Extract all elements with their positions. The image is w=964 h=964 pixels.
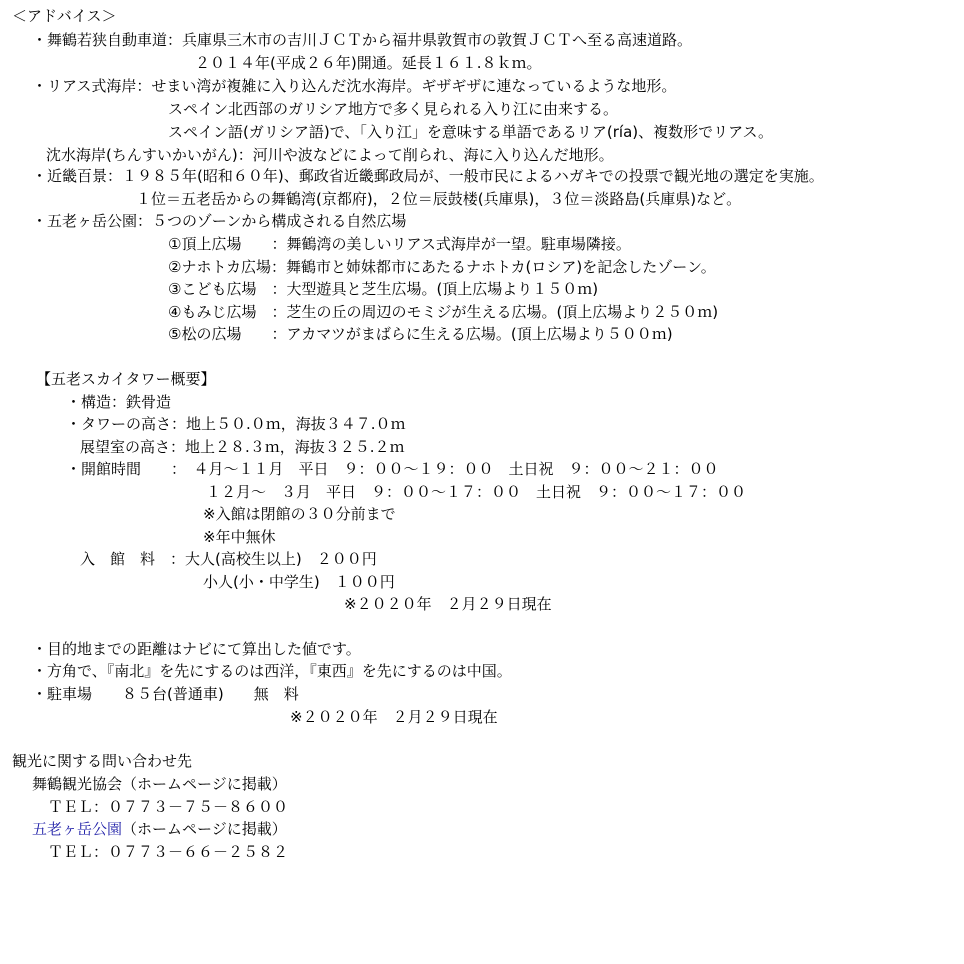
note-date: ※２０２０年 ２月２９日現在 [290, 708, 498, 726]
advice-heading: ＜アドバイス＞ [12, 7, 117, 25]
zone-item: ④もみじ広場 ：芝生の丘の周辺のモミジが生える広場。(頂上広場より２５０ｍ) [168, 303, 719, 321]
advice-line: ・近畿百景：１９８５年(昭和６０年)、郵政省近畿郵政局が、一般市民によるハガキでの投票で観光地の選定を実施。 [32, 167, 824, 185]
goroga-park-link[interactable]: 五老ヶ岳公園 [32, 820, 123, 838]
contact-tel-goroga: ＴＥＬ：０７７３－６６－２５８２ [48, 843, 289, 861]
advice-line: ・リアス式海岸：せまい湾が複雑に入り込んだ沈水海岸。ギザギザに連なっているような地形。 [32, 77, 677, 95]
zone-item: ③こども広場 ：大型遊具と芝生広場。(頂上広場より１５０ｍ) [168, 280, 599, 298]
tower-heading: 【五老スカイタワー概要】 [36, 370, 216, 388]
tower-hours: ・開館時間 ： ４月～１１月 平日 ９：００～１９：００ 土日祝 ９：００～２１：００ [66, 460, 719, 478]
contact-org-maizuru: 舞鶴観光協会（ホームページに掲載） [32, 775, 287, 793]
contact-tel-maizuru: ＴＥＬ：０７７３－７５－８６００ [48, 798, 289, 816]
tower-note: ※入館は閉館の３０分前まで [203, 505, 396, 523]
zone-item: ②ナホトカ広場：舞鶴市と姉妹都市にあたるナホトカ(ロシア)を記念したゾーン。 [168, 258, 716, 276]
tower-line: ・構造：鉄骨造 [66, 393, 172, 411]
zone-item: ①頂上広場 ：舞鶴湾の美しいリアス式海岸が一望。駐車場隣接。 [168, 235, 631, 253]
advice-line: ・舞鶴若狭自動車道：兵庫県三木市の吉川ＪＣＴから福井県敦賀市の敦賀ＪＣＴへ至る高速道路。 [32, 31, 693, 49]
tower-date: ※２０２０年 ２月２９日現在 [344, 595, 552, 613]
goroga-park-suffix: （ホームページに掲載） [122, 820, 287, 838]
tower-line: ・タワーの高さ：地上５０.０ｍ，海抜３４７.０ｍ [66, 415, 406, 433]
tower-fee: 小人(小・中学生) １００円 [203, 573, 395, 591]
contact-org-goroga [32, 819, 287, 839]
zone-item: ⑤松の広場 ：アカマツがまばらに生える広場。(頂上広場より５００ｍ) [168, 325, 673, 343]
advice-line: ２０１４年(平成２６年)開通。延長１６１.８ｋｍ。 [195, 54, 542, 72]
note-line: ・目的地までの距離はナビにて算出した値です。 [32, 640, 361, 658]
advice-line: 沈水海岸(ちんすいかいがん)：河川や波などによって削られ、海に入り込んだ地形。 [46, 146, 614, 164]
advice-line: ・五老ヶ岳公園：５つのゾーンから構成される自然広場 [32, 212, 407, 230]
tower-note: ※年中無休 [203, 528, 276, 546]
note-line: ・方角で、『南北』を先にするのは西洋，『東西』を先にするのは中国。 [32, 662, 512, 680]
advice-line: １位＝五老岳からの舞鶴湾(京都府)，２位＝辰鼓楼(兵庫県)，３位＝淡路島(兵庫県)など。 [136, 190, 742, 208]
advice-line: スペイン語(ガリシア語)で、「入り江」を意味する単語であるリア(ría)、複数形でリアス。 [168, 123, 773, 141]
contact-heading: 観光に関する問い合わせ先 [12, 752, 193, 770]
tower-fee: 入 館 料 ：大人(高校生以上) ２００円 [80, 550, 377, 568]
tower-hours: １２月～ ３月 平日 ９：００～１７：００ 土日祝 ９：００～１７：００ [206, 483, 747, 501]
note-line: ・駐車場 ８５台(普通車) 無 料 [32, 685, 299, 703]
advice-line: スペイン北西部のガリシア地方で多く見られる入り江に由来する。 [168, 100, 619, 118]
tower-line: 展望室の高さ：地上２８.３ｍ，海抜３２５.２ｍ [80, 438, 405, 456]
